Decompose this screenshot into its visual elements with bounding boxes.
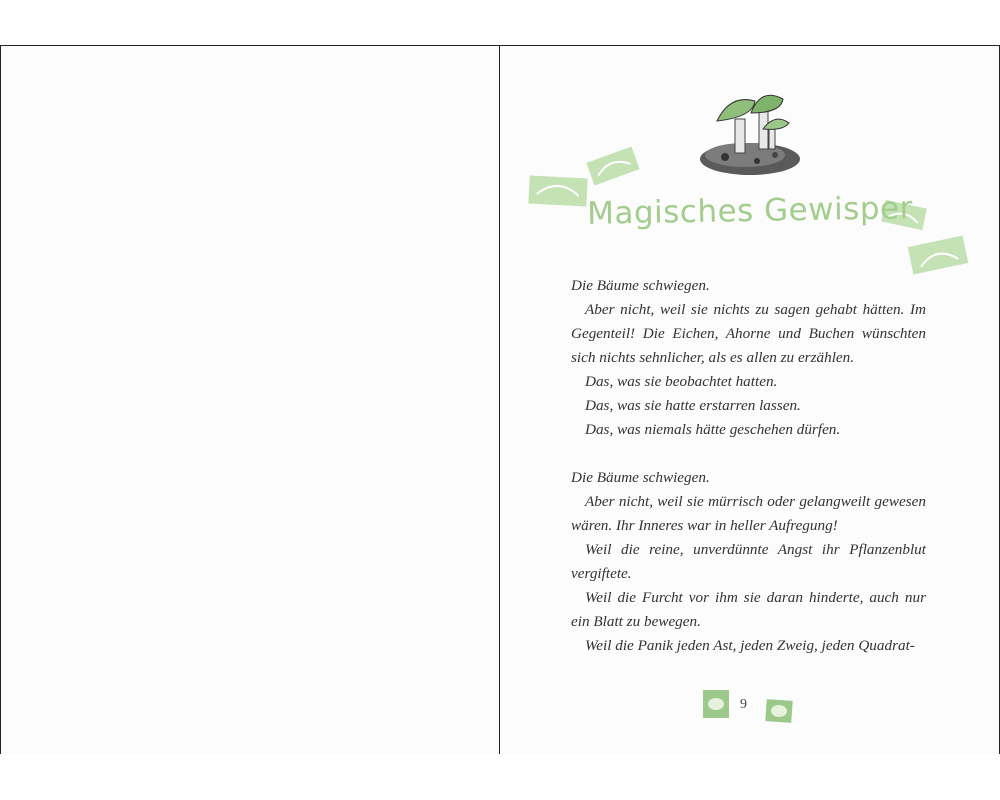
leaf-stamp-icon <box>905 233 971 277</box>
leaf-stamp-icon <box>764 698 794 724</box>
paragraph: Weil die Furcht vor ihm sie daran hinderte, auch nur ein Blatt zu bewegen. <box>571 589 926 630</box>
paragraph: Aber nicht, weil sie nichts zu sagen gehabt hätten. Im Gegenteil! Die Eichen, Ahorne und Buchen wünschten sich nichts sehnlicher, als es allen zu erzählen. <box>571 301 926 366</box>
leaf-stamp-icon <box>584 146 642 186</box>
chapter-title: Magisches Gewisper <box>586 190 914 232</box>
chapter-text <box>571 274 926 658</box>
paragraph: Die Bäume schwiegen. <box>571 277 710 294</box>
paragraph: Das, was sie beobachtet hatten. <box>585 373 778 390</box>
paragraph: Weil die reine, unverdünnte Angst ihr Pflanzenblut vergiftete. <box>571 541 926 582</box>
paragraph: Das, was sie hatte erstarren lassen. <box>585 397 801 414</box>
paragraph: Aber nicht, weil sie mürrisch oder gelangweilt gewesen wären. Ihr Inneres war in heller Aufregung! <box>571 493 926 534</box>
right-page <box>500 45 1000 754</box>
paragraph: Das, was niemals hätte geschehen dürfen. <box>585 421 841 438</box>
paragraph: Die Bäume schwiegen. <box>571 469 710 486</box>
page-number: 9 <box>740 697 747 712</box>
paragraph: Weil die Panik jeden Ast, jeden Zweig, jeden Quadrat- <box>585 637 915 654</box>
mushroom-illustration-icon <box>695 89 805 179</box>
leaf-stamp-icon <box>702 689 730 719</box>
left-page <box>0 45 500 754</box>
